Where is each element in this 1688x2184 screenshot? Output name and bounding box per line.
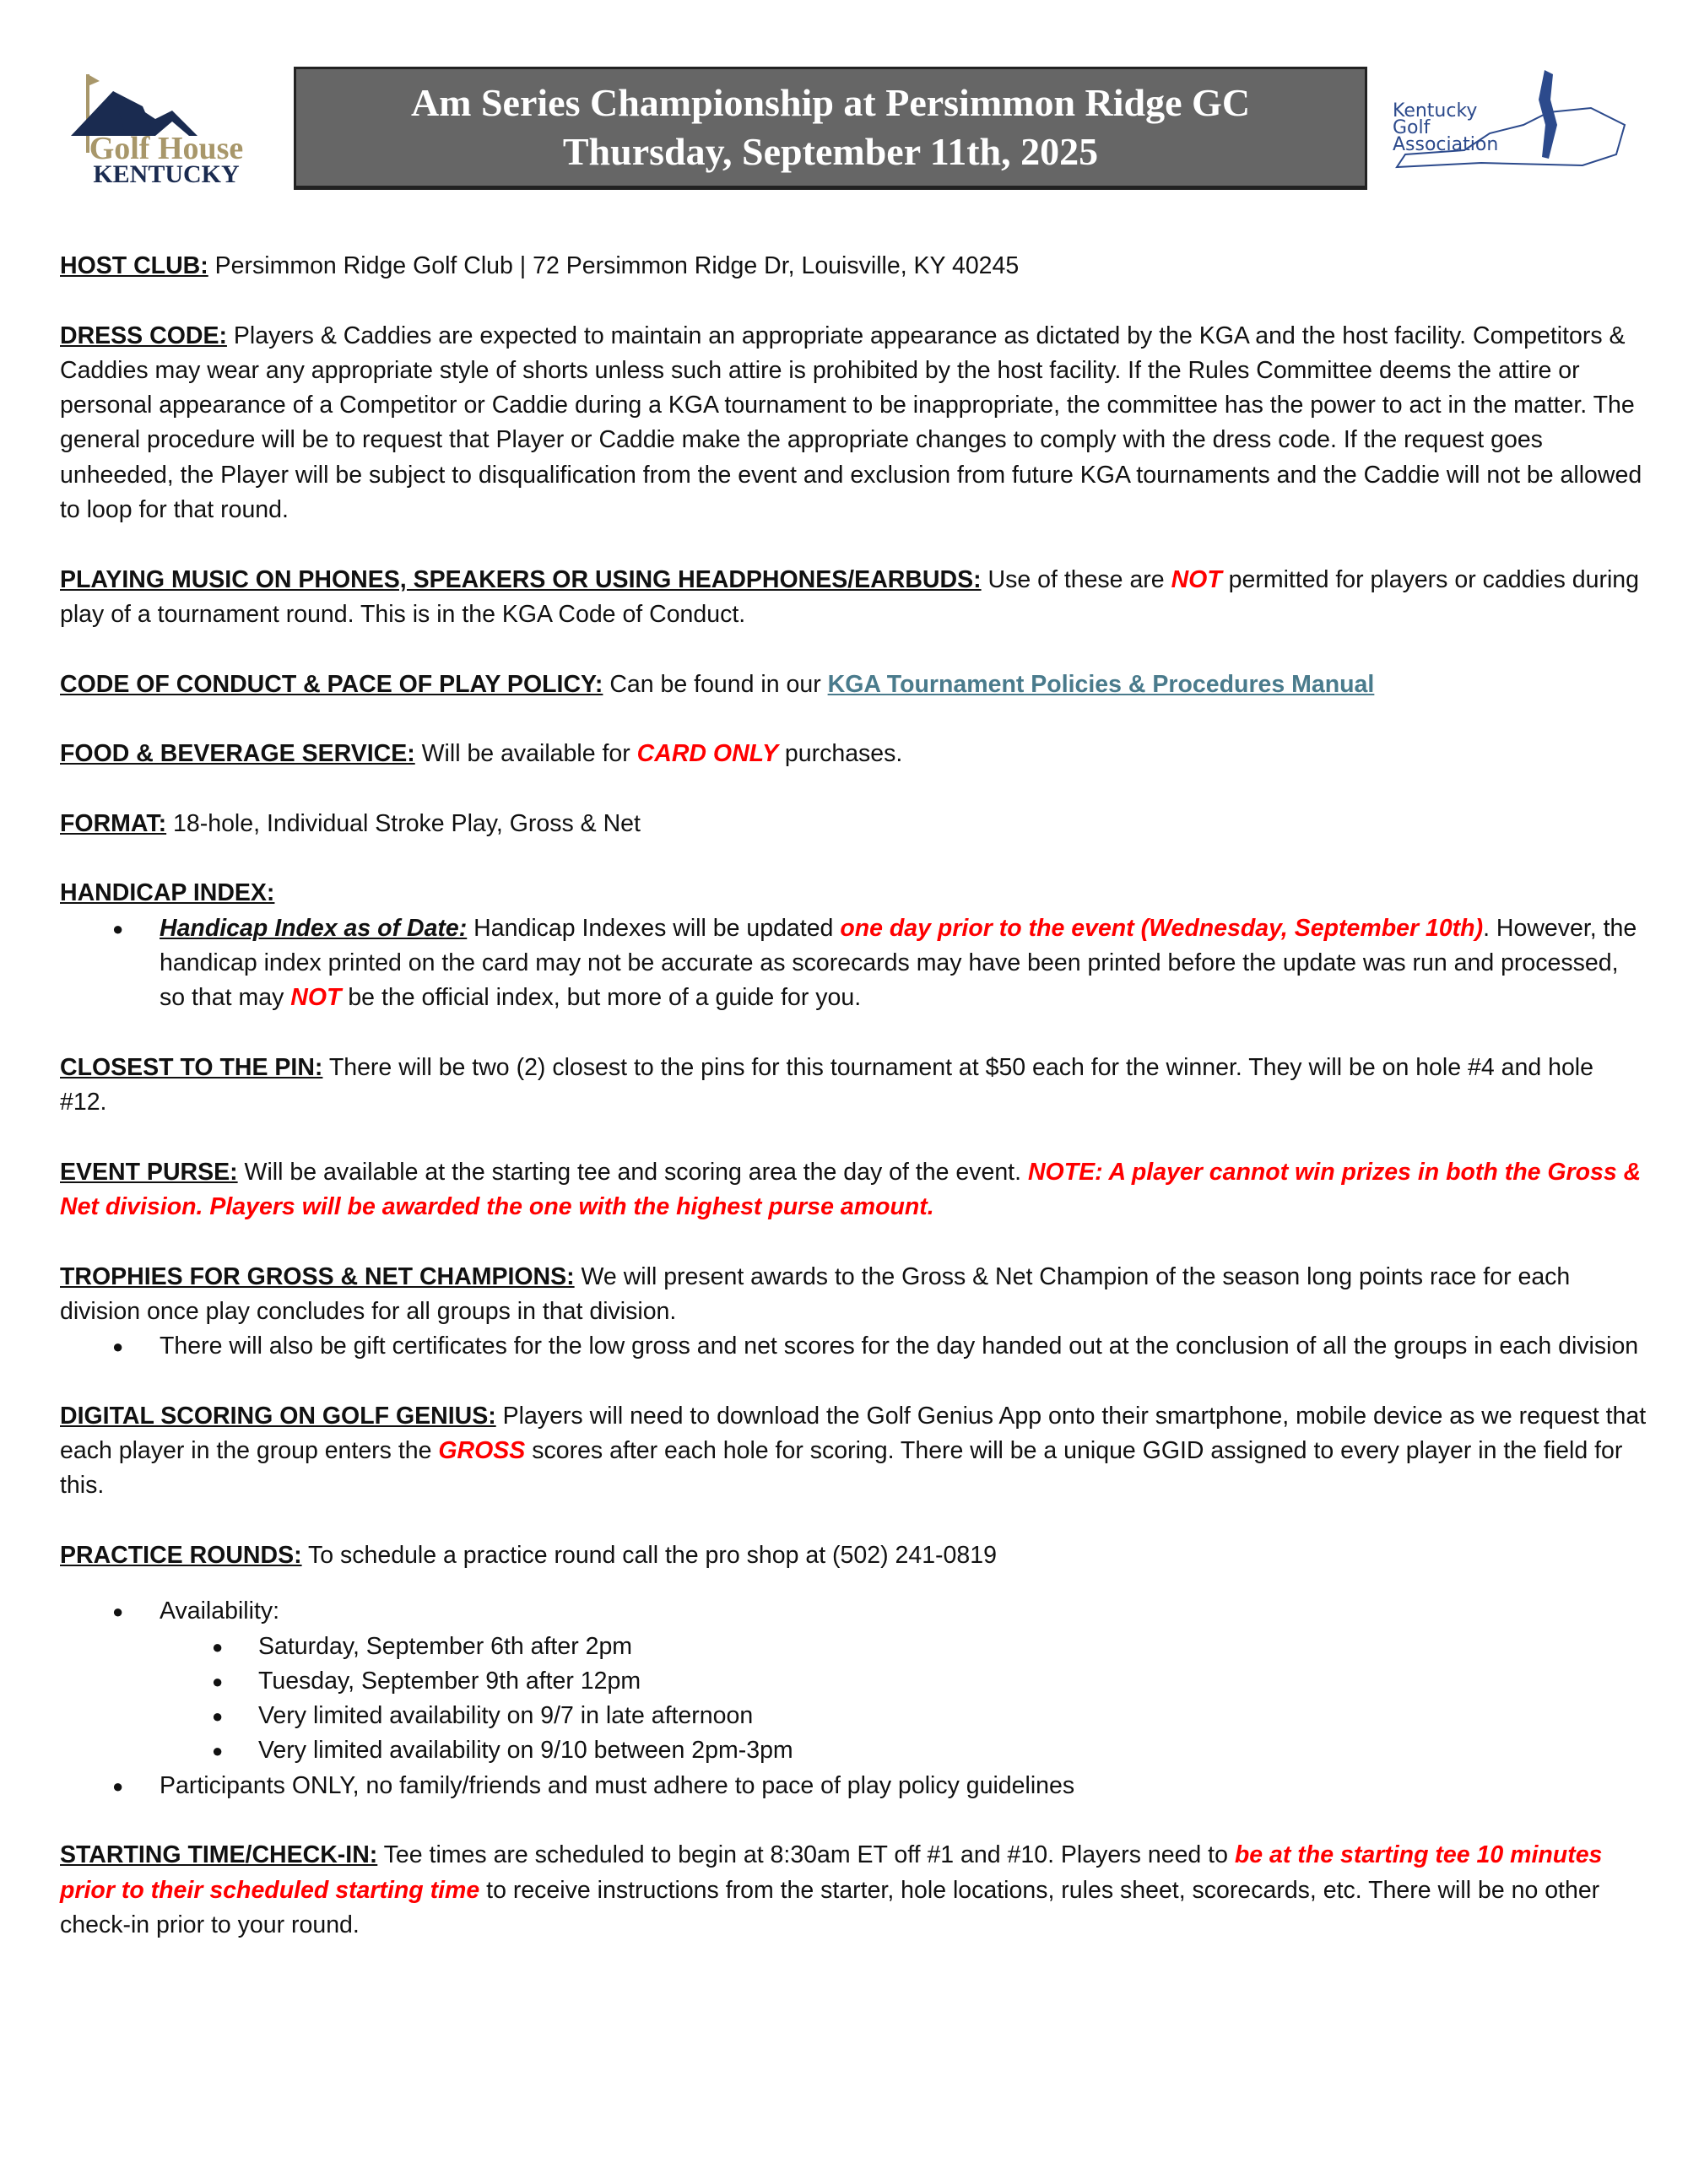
host-club-heading: HOST CLUB: — [60, 252, 208, 279]
svg-text:KENTUCKY: KENTUCKY — [93, 160, 240, 186]
starting-time-section — [60, 1838, 1647, 1943]
list-item: ● Very limited availability on 9/10 between 2pm-3pm — [60, 1733, 1647, 1768]
digital-scoring-text: Players will need to download the Golf Genius App onto their smartphone, mobile device as we request that each player in the group enters the — [60, 1402, 1647, 1465]
event-purse-heading: EVENT PURSE: — [60, 1158, 238, 1186]
starting-time-emphasis: be at the starting tee 10 minutes prior to their scheduled starting time — [60, 1841, 1603, 1904]
host-club-section — [60, 249, 1647, 284]
svg-text:Association: Association — [1393, 134, 1499, 155]
food-section — [60, 737, 1647, 771]
closest-to-pin-section — [60, 1051, 1647, 1121]
list-item: ● There will also be gift certificates for the low gross and net scores for the day handed out at the conclusion of all the groups in each division — [60, 1329, 1647, 1364]
kentucky-golf-association-logo — [1388, 66, 1633, 176]
digital-scoring-emphasis: GROSS — [438, 1437, 526, 1465]
svg-text:Golf: Golf — [1393, 117, 1431, 138]
handicap-emphasis: one day prior to the event (Wednesday, September 10th) — [840, 914, 1484, 942]
event-date: Thursday, September 11th, 2025 — [562, 130, 1099, 173]
list-item: ● Very limited availability on 9/7 in late afternoon — [60, 1699, 1647, 1733]
trophies-heading: TROPHIES FOR GROSS & NET CHAMPIONS: — [60, 1262, 575, 1290]
food-text-2: purchases. — [777, 740, 903, 768]
music-section — [60, 563, 1647, 633]
digital-scoring-heading: DIGITAL SCORING ON GOLF GENIUS: — [60, 1402, 496, 1430]
digital-scoring-section — [60, 1399, 1647, 1504]
host-club-text: Persimmon Ridge Golf Club | 72 Persimmon Ridge Dr, Louisville, KY 40245 — [208, 252, 1020, 279]
digital-scoring-text-2: scores after each hole for scoring. There will be a unique GGID assigned to every player in the field for this. — [60, 1437, 1623, 1500]
closest-to-pin-text: There will be two (2) closest to the pins for this tournament at $50 each for the winner. They will be on hole #4 and hole #12. — [60, 1053, 1593, 1116]
handicap-text: Handicap Indexes will be updated — [467, 914, 841, 942]
document-body — [60, 249, 1647, 1978]
event-purse-text: Will be available at the starting tee and scoring area the day of the event. — [237, 1158, 1028, 1186]
event-title: Am Series Championship at Persimmon Ridge GC — [410, 81, 1251, 124]
golf-house-kentucky-logo — [62, 73, 270, 186]
handicap-text-2: . However, the handicap index printed on the card may not be accurate as scorecards may have been printed before the update was run and processed, so that may — [160, 914, 1637, 1012]
handicap-text-3: be the official index, but more of a guide for you. — [341, 984, 862, 1012]
list-item: ● Participants ONLY, no family/friends and must adhere to pace of play policy guidelines — [60, 1769, 1647, 1803]
music-emphasis: NOT — [1171, 565, 1222, 593]
starting-time-text-2: to receive instructions from the starter, hole locations, rules sheet, scorecards, etc. There will be no other check-in prior to your round. — [60, 1876, 1600, 1938]
starting-time-heading: STARTING TIME/CHECK-IN: — [60, 1841, 378, 1869]
dress-code-heading: DRESS CODE: — [60, 322, 227, 349]
music-heading: PLAYING MUSIC ON PHONES, SPEAKERS OR USING HEADPHONES/EARBUDS: — [60, 565, 982, 593]
format-text: 18-hole, Individual Stroke Play, Gross & Net — [166, 809, 641, 837]
policies-manual-link[interactable]: KGA Tournament Policies & Procedures Manual — [827, 670, 1375, 698]
list-item: ● Tuesday, September 9th after 12pm — [60, 1664, 1647, 1699]
format-heading: FORMAT: — [60, 809, 167, 837]
list-item: ● Saturday, September 6th after 2pm — [60, 1630, 1647, 1664]
trophies-section — [60, 1260, 1647, 1365]
format-section — [60, 807, 1647, 841]
code-of-conduct-heading: CODE OF CONDUCT & PACE OF PLAY POLICY: — [60, 670, 603, 698]
dress-code-section — [60, 319, 1647, 528]
trophies-text: We will present awards to the Gross & Net Champion of the season long points race for each division once play concludes for all groups in that division. — [60, 1262, 1571, 1325]
code-of-conduct-section — [60, 668, 1647, 702]
list-item — [60, 911, 1647, 1016]
event-purse-note: NOTE: A player cannot win prizes in both the Gross & Net division. Players will be awarded the one with the highest purse amount. — [60, 1158, 1642, 1221]
music-text-2: permitted for players or caddies during play of a tournament round. This is in the KGA Code of Conduct. — [60, 565, 1639, 628]
title-banner — [294, 67, 1367, 190]
practice-rounds-text: To schedule a practice round call the pro shop at (502) 241-0819 — [301, 1541, 997, 1569]
svg-text:Kentucky: Kentucky — [1393, 100, 1478, 122]
dress-code-text: Players & Caddies are expected to maintain an appropriate appearance as dictated by the KGA and the host facility. Competitors & Caddies may wear any appropriate style of shorts unless such attire is prohibited by the host facility. If the Rules Committee deems the attire or personal appearance of a Competitor or Caddie during a KGA tournament to be inappropriate, the committee has the power to act in the matter. The general procedure will be to request that Player or Caddie make the appropriate changes to comply with the dress code. If the request goes unheeded, the Player will be subject to disqualification from the event and exclusion from future KGA tournaments and the Caddie will not be allowed to loop for that round. — [60, 322, 1642, 524]
handicap-section — [60, 876, 1647, 1015]
event-purse-section — [60, 1155, 1647, 1225]
starting-time-text: Tee times are scheduled to begin at 8:30am ET off #1 and #10. Players need to — [377, 1841, 1235, 1869]
food-heading: FOOD & BEVERAGE SERVICE: — [60, 740, 415, 768]
closest-to-pin-heading: CLOSEST TO THE PIN: — [60, 1053, 323, 1081]
food-emphasis: CARD ONLY — [636, 740, 778, 768]
code-of-conduct-text: Can be found in our — [603, 670, 828, 698]
food-text: Will be available for — [414, 740, 637, 768]
svg-text:Golf House: Golf House — [89, 131, 244, 166]
handicap-heading: HANDICAP INDEX: — [60, 879, 275, 907]
music-text: Use of these are — [981, 565, 1171, 593]
handicap-emphasis-2: NOT — [290, 984, 342, 1012]
list-item: ● Availability: — [60, 1594, 1647, 1629]
handicap-bullet-label: Handicap Index as of Date: — [160, 914, 468, 942]
practice-rounds-section — [60, 1538, 1647, 1803]
practice-rounds-heading: PRACTICE ROUNDS: — [60, 1541, 302, 1569]
